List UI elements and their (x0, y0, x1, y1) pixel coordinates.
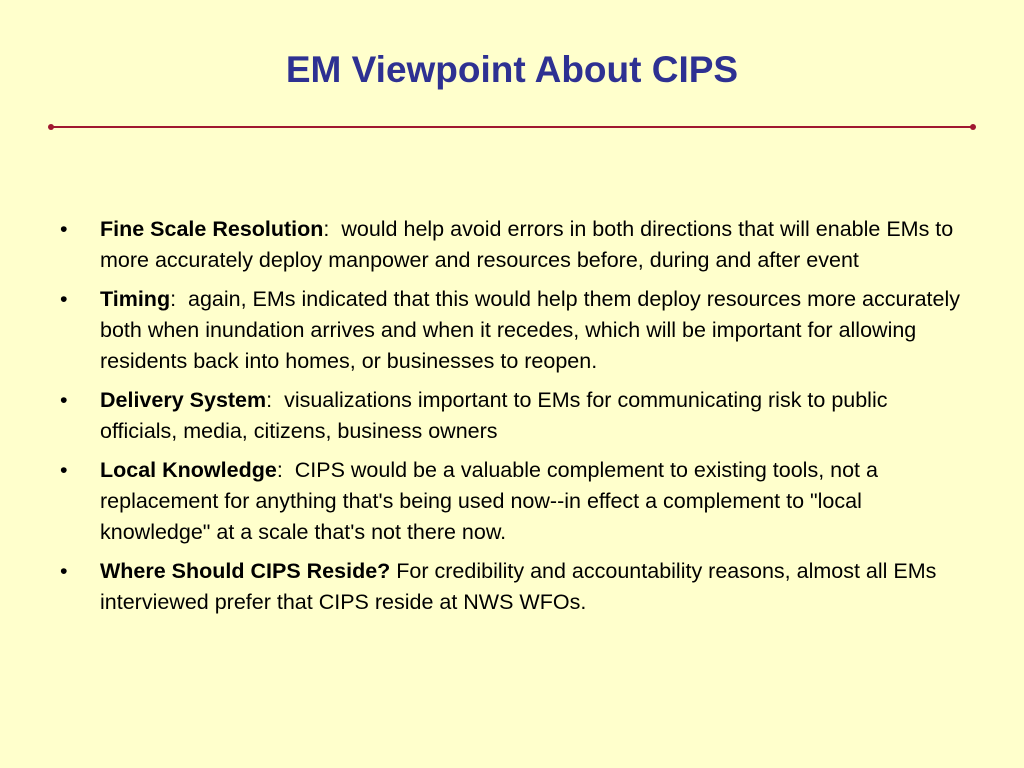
bullet-text: would help avoid errors in both directions that will enable EMs to more accurately deploy manpower and resources before, during and after event (100, 217, 954, 272)
bullet-marker: • (60, 217, 68, 241)
bullet-marker: • (60, 388, 68, 412)
bullet-item (60, 455, 970, 548)
bullet-separator: : (276, 458, 295, 482)
bullet-term: Timing (100, 287, 171, 311)
bullet-marker: • (60, 559, 68, 583)
bullet-text: For credibility and accountability reasons, almost all EMs interviewed prefer that CIPS reside at NWS WFOs. (100, 559, 937, 614)
bullet-item (60, 214, 970, 276)
bullet-marker: • (60, 287, 68, 311)
bullet-term: Delivery System (100, 388, 267, 412)
bullet-list (60, 214, 970, 626)
bullet-text: visualizations important to EMs for communicating risk to public officials, media, citizens, business owners (100, 388, 888, 443)
bullet-term: Local Knowledge (100, 458, 277, 482)
divider-left-endpoint (48, 124, 54, 130)
title-divider (51, 126, 973, 128)
bullet-item (60, 385, 970, 447)
bullet-text: again, EMs indicated that this would help them deploy resources more accurately both when inundation arrives and when it recedes, which will be important for allowing residents back into homes, or businesses to reopen. (100, 287, 961, 373)
bullet-item (60, 556, 970, 618)
bullet-item (60, 284, 970, 377)
bullet-marker: • (60, 458, 68, 482)
bullet-term: Where Should CIPS Reside? (100, 559, 391, 583)
slide-title: EM Viewpoint About CIPS (285, 49, 739, 90)
bullet-separator: : (170, 287, 188, 311)
bullet-term: Fine Scale Resolution (100, 217, 324, 241)
bullet-separator: : (266, 388, 285, 412)
divider-right-endpoint (970, 124, 976, 130)
bullet-text: CIPS would be a valuable complement to existing tools, not a replacement for anything that's being used now--in effect a complement to "local knowledge" at a scale that's not there now. (100, 458, 878, 544)
bullet-separator: : (323, 217, 342, 241)
